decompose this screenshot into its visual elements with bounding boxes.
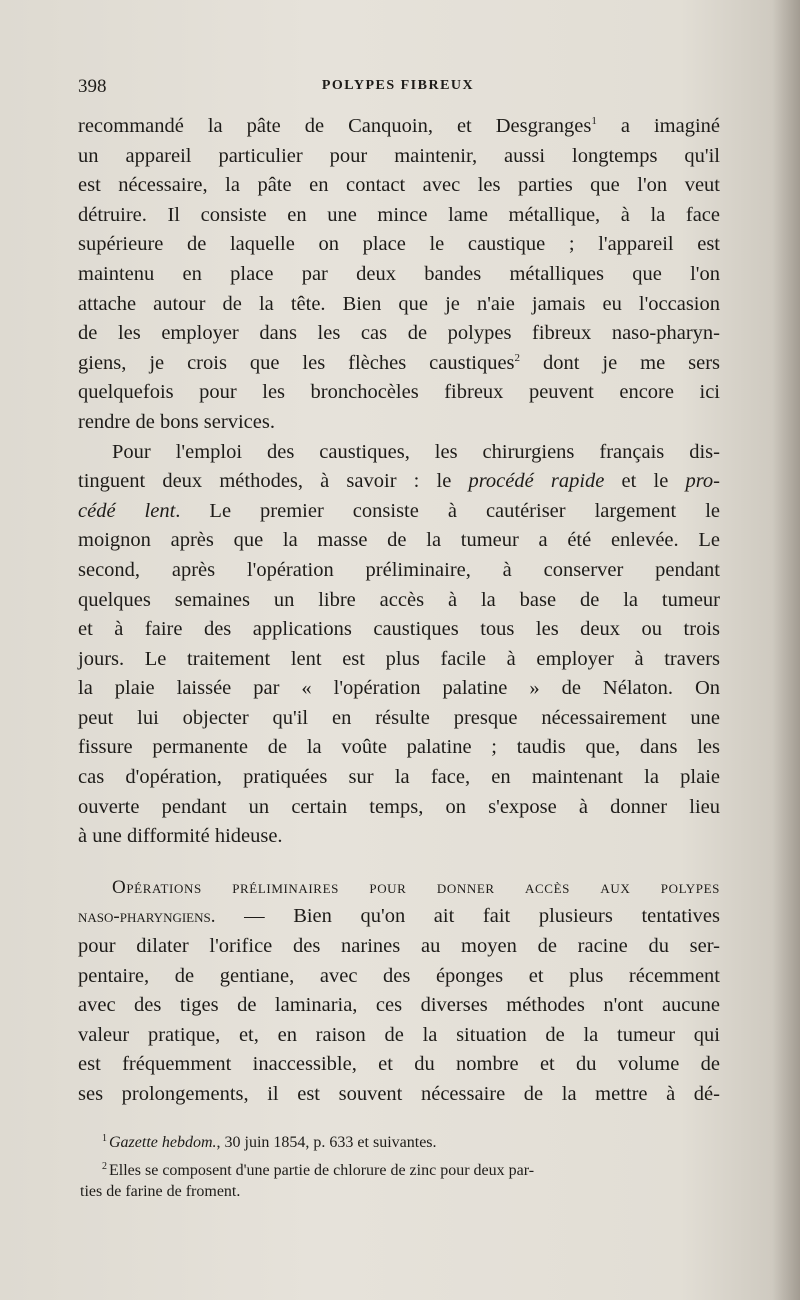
text-line: rendre de bons services. (78, 410, 275, 433)
text-line: quelques semaines un libre accès à la base de la tumeur (78, 588, 720, 611)
text-line: giens, je crois que les flèches caustiques$^2$ dont je me sers (78, 351, 720, 374)
text-line: est fréquemment inaccessible, et du nombre et du volume de (78, 1053, 720, 1076)
text-line: quelquefois pour les bronchocèles fibreux peuvent encore ici (78, 381, 720, 404)
section-heading-cont: naso-pharyngiens. (78, 906, 216, 928)
text-line: pentaire, de gentiane, avec des éponges et plus récemment (78, 964, 720, 987)
text-line: détruire. Il consiste en une mince lame métallique, à la face (78, 203, 720, 226)
text-line: cas d'opération, pratiquées sur la face, en maintenant la plaie (78, 766, 720, 789)
body-text (78, 112, 720, 1110)
italic-term: procédé rapide (468, 470, 605, 493)
text-line: second, après l'opération préliminaire, à conserver pendant (78, 558, 720, 581)
text-line: supérieure de laquelle on place le caustique ; l'appareil est (78, 233, 720, 256)
text-line: ouverte pendant un certain temps, on s'expose à donner lieu (78, 795, 720, 818)
text-line: ses prolongements, il est souvent nécessaire de la mettre à dé- (78, 1083, 720, 1105)
page-number: 398 (78, 76, 107, 97)
text-line: à une difformité hideuse. (78, 825, 283, 848)
text-line: attache autour de la tête. Bien que je n'aie jamais eu l'occasion (78, 292, 720, 315)
text-line: moignon après que la masse de la tumeur a été enlevée. Le (78, 529, 720, 552)
paragraph-caustic-methods (78, 438, 720, 852)
footnote-2: $^2$ Elles se composent d'une partie de chlorure de zinc pour deux par- ties de farine de froment. (80, 1161, 535, 1200)
footnote-ref-1: 1 (591, 115, 597, 127)
text-line: avec des tiges de laminaria, ces diverses méthodes n'ont aucune (78, 994, 720, 1017)
text-line: peut lui objecter qu'il en résulte presque nécessairement une (78, 706, 720, 729)
text-line: un appareil particulier pour maintenir, aussi longtemps qu'il (78, 144, 720, 167)
text-line: de les employer dans les cas de polypes fibreux naso-pharyn- (78, 322, 720, 345)
footnote-ref-2: 2 (514, 351, 521, 364)
text-line: fissure permanente de la voûte palatine ; taudis que, dans les (78, 736, 720, 759)
text-line: maintenu en place par deux bandes métalliques que l'on (78, 262, 720, 285)
text-line: pour dilater l'orifice des narines au moyen de racine du ser- (78, 935, 720, 958)
italic-term: pro- (685, 470, 720, 493)
text-line: tinguent deux méthodes, à savoir : le procédé rapide et le pro- (78, 470, 720, 493)
text-line: est nécessaire, la pâte en contact avec les parties que l'on veut (78, 174, 720, 197)
paragraph-caustic-apparatus (78, 112, 720, 438)
text-line: et à faire des applications caustiques tous les deux ou trois (78, 618, 720, 641)
text-line: Pour l'emploi des caustiques, les chirurgiens français dis- (112, 440, 720, 463)
section-preliminary-operations (78, 873, 720, 1110)
section-heading: Opérations préliminaires pour donner accès aux polypes (112, 876, 720, 898)
section-gap (78, 852, 720, 873)
text-line: la plaie laissée par « l'opération palatine » de Nélaton. On (78, 677, 720, 700)
text-line: recommandé la pâte de Canquoin, et Desgranges$^1$ a imaginé (78, 115, 720, 137)
running-title: POLYPES FIBREUX (321, 78, 475, 93)
page-header (78, 76, 718, 100)
italic-term: cédé lent (78, 499, 176, 522)
footnotes (80, 1128, 720, 1205)
text-line: naso-pharyngiens. — Bien qu'on ait fait plusieurs tentatives (78, 905, 720, 928)
text-line: cédé lent. Le premier consiste à cautériser largement le (78, 499, 720, 522)
text-line: valeur pratique, et, en raison de la situation de la tumeur qui (78, 1023, 720, 1046)
text-line: jours. Le traitement lent est plus facile à employer à travers (78, 647, 720, 670)
footnote-1: $^1$ Gazette hebdom., 30 juin 1854, p. 633 et suivantes. (102, 1133, 437, 1151)
